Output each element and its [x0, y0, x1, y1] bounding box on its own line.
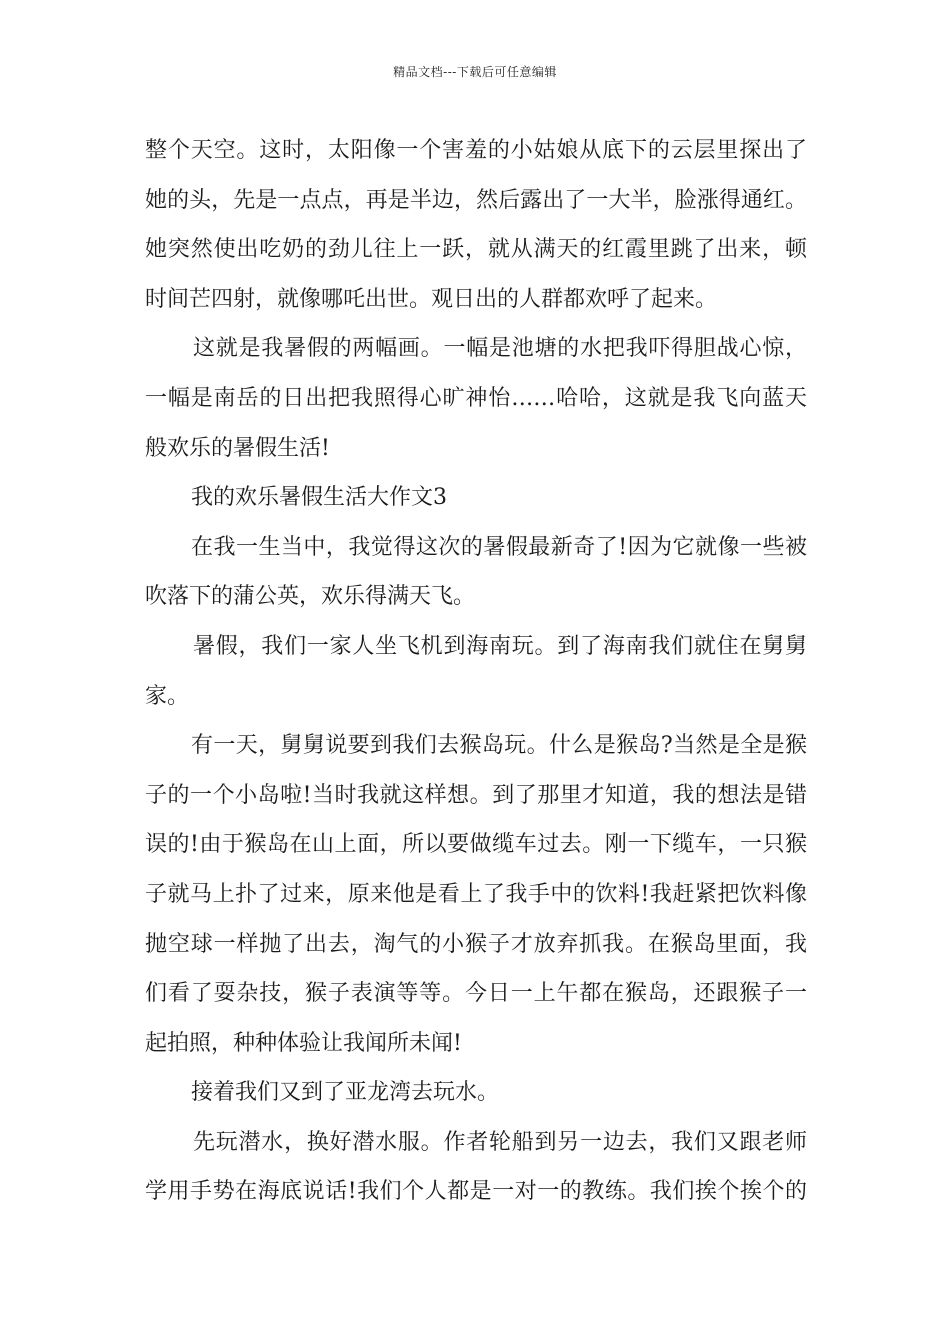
page-header: 精品文档---下载后可任意编辑	[393, 65, 557, 79]
text-line: 们看了耍杂技，猴子表演等等。今日一上午都在猴岛，还跟猴子一	[145, 981, 807, 1007]
text-line: 暑假，我们一家人坐飞机到海南玩。到了海南我们就住在舅舅	[193, 633, 807, 659]
text-line: 一幅是南岳的日出把我照得心旷神怡……哈哈，这就是我飞向蓝天	[145, 385, 807, 411]
text-line: 学用手势在海底说话!我们个人都是一对一的教练。我们挨个挨个的	[145, 1179, 807, 1205]
text-line: 她的头，先是一点点，再是半边，然后露出了一大半，脸涨得通红。	[145, 187, 807, 213]
text-line: 般欢乐的暑假生活!	[145, 435, 330, 461]
text-line: 有一天，舅舅说要到我们去猴岛玩。什么是猴岛?当然是全是猴	[191, 733, 807, 759]
text-line: 子就马上扑了过来，原来他是看上了我手中的饮料!我赶紧把饮料像	[145, 881, 807, 907]
text-line: 家。	[145, 683, 190, 709]
text-line: 子的一个小岛啦!当时我就这样想。到了那里才知道，我的想法是错	[145, 782, 807, 808]
text-line: 这就是我暑假的两幅画。一幅是池塘的水把我吓得胆战心惊，	[193, 336, 807, 362]
text-line: 抛空球一样抛了出去，淘气的小猴子才放弃抓我。在猴岛里面，我	[145, 931, 807, 957]
text-line: 整个天空。这时，太阳像一个害羞的小姑娘从底下的云层里探出了	[145, 138, 807, 163]
text-line: 接着我们又到了亚龙湾去玩水。	[191, 1080, 500, 1106]
text-line: 时间芒四射，就像哪吒出世。观日出的人群都欢呼了起来。	[145, 286, 718, 312]
text-line: 吹落下的蒲公英，欢乐得满天飞。	[145, 584, 476, 610]
section-heading: 我的欢乐暑假生活大作文3	[191, 485, 447, 511]
text-line: 起拍照，种种体验让我闻所未闻!	[145, 1030, 462, 1056]
text-line: 在我一生当中，我觉得这次的暑假最新奇了!因为它就像一些被	[191, 534, 807, 560]
document-body	[145, 126, 807, 1217]
text-line: 她突然使出吃奶的劲儿往上一跃，就从满天的红霞里跳了出来，顿	[145, 237, 807, 263]
text-line: 误的!由于猴岛在山上面，所以要做缆车过去。刚一下缆车，一只猴	[145, 832, 807, 858]
text-line: 先玩潜水，换好潜水服。作者轮船到另一边去，我们又跟老师	[193, 1129, 807, 1155]
